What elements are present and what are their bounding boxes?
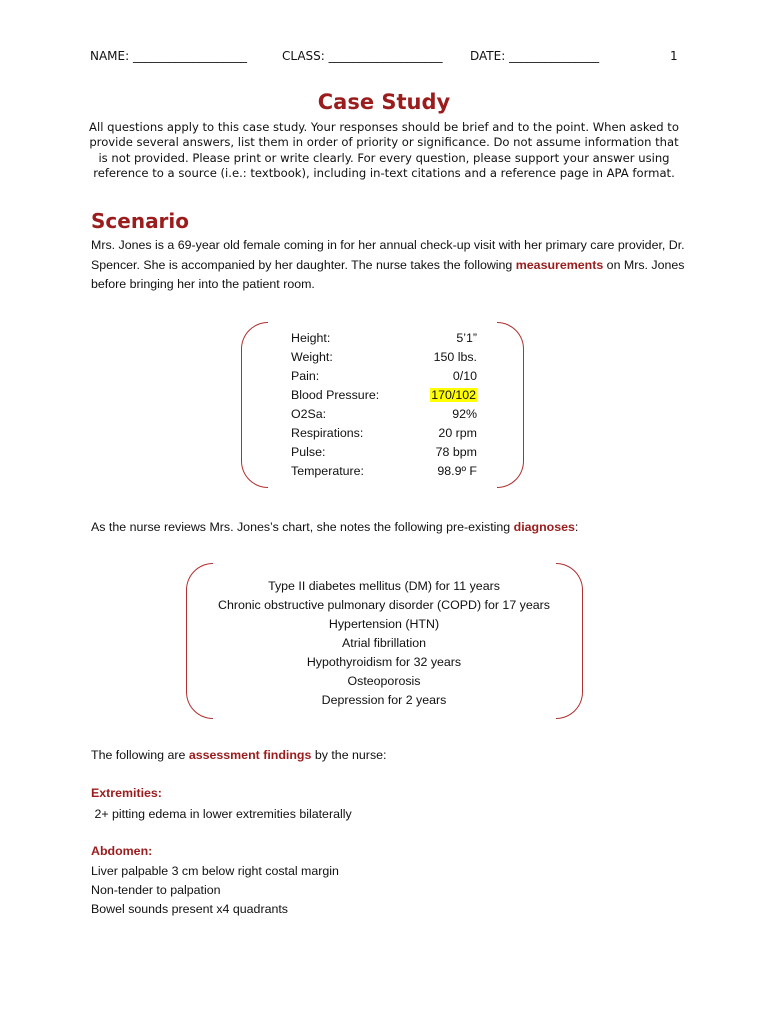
diagnosis-item: Hypothyroidism for 32 years bbox=[306, 655, 462, 669]
intro-paragraph: All questions apply to this case study. Your responses should be brief and to the point. When asked to provide several answers, list them in order of priority or significance. Do not assume information that is not provided. Please print or write clearly. For every question, please support your answer using reference to a source (i.e.: textbook), including in-text citations and a reference page in APA format. bbox=[89, 120, 679, 180]
measurement-value: 0/10 bbox=[452, 369, 477, 383]
abdomen-label: Abdomen: bbox=[91, 844, 153, 858]
measurement-value: 170/102 bbox=[431, 388, 476, 402]
measurement-label: Weight: bbox=[291, 350, 333, 364]
measurements-keyword: measurements bbox=[515, 257, 604, 272]
measurement-row bbox=[291, 407, 477, 425]
abdomen-finding: Bowel sounds present x4 quadrants bbox=[91, 902, 288, 916]
measurement-row bbox=[291, 331, 477, 349]
measurements-bracket-right bbox=[497, 322, 524, 488]
measurement-label: Pulse: bbox=[291, 445, 326, 459]
measurement-value: 20 rpm bbox=[438, 426, 477, 440]
measurement-label: Temperature: bbox=[291, 464, 364, 478]
scenario-text-before: Mrs. Jones is a 69-year old female coming in for her annual check-up visit with her primary care provider, Dr. Spencer. She is accompanied by her daughter. The nurse takes the following bbox=[91, 238, 685, 272]
extremities-findings bbox=[91, 805, 352, 824]
name-field: NAME: ___________________ bbox=[90, 49, 247, 63]
diagnosis-item: Depression for 2 years bbox=[321, 693, 447, 707]
diagnosis-item: Hypertension (HTN) bbox=[328, 617, 440, 631]
measurement-row bbox=[291, 445, 477, 463]
page-number: 1 bbox=[670, 49, 678, 63]
diagnosis-item: Atrial fibrillation bbox=[341, 636, 426, 650]
diagnosis-item: Osteoporosis bbox=[347, 674, 421, 688]
class-field: CLASS: ___________________ bbox=[282, 49, 443, 63]
date-field: DATE: _______________ bbox=[470, 49, 600, 63]
diagnoses-intro-after: : bbox=[574, 520, 579, 534]
measurement-row bbox=[291, 350, 477, 368]
extremities-label: Extremities: bbox=[91, 786, 162, 800]
measurement-value: 5’1” bbox=[456, 331, 477, 345]
measurement-row bbox=[291, 426, 477, 444]
diagnosis-item: Type II diabetes mellitus (DM) for 11 years bbox=[268, 579, 500, 593]
measurement-row bbox=[291, 388, 477, 406]
abdomen-finding: Non-tender to palpation bbox=[91, 883, 221, 897]
assessment-keyword: assessment findings bbox=[188, 748, 312, 762]
diagnoses-keyword: diagnoses bbox=[513, 520, 575, 534]
measurement-value: 78 bpm bbox=[435, 445, 477, 459]
diagnoses-list bbox=[186, 577, 582, 710]
measurement-label: O2Sa: bbox=[291, 407, 327, 421]
measurement-value: 92% bbox=[452, 407, 477, 421]
assessment-intro-after: by the nurse: bbox=[311, 748, 387, 762]
measurement-label: Blood Pressure: bbox=[291, 388, 380, 402]
measurement-label: Height: bbox=[291, 331, 331, 345]
header-line bbox=[90, 49, 690, 65]
scenario-text-after: on Mrs. Jones before bringing her into the patient room. bbox=[91, 257, 685, 291]
measurements-bracket-left bbox=[241, 322, 268, 488]
measurement-row bbox=[291, 464, 477, 482]
scenario-heading: Scenario bbox=[91, 209, 190, 233]
scenario-paragraph bbox=[91, 236, 691, 295]
assessment-intro-before: The following are bbox=[91, 748, 189, 762]
diagnosis-item: Chronic obstructive pulmonary disorder (COPD) for 17 years bbox=[218, 598, 550, 612]
abdomen-finding: Liver palpable 3 cm below right costal margin bbox=[91, 864, 339, 878]
abdomen-findings bbox=[91, 862, 339, 919]
extremities-finding: 2+ pitting edema in lower extremities bilaterally bbox=[91, 807, 352, 821]
measurement-label: Respirations: bbox=[291, 426, 364, 440]
assessment-intro bbox=[91, 748, 386, 762]
measurement-value: 150 lbs. bbox=[433, 350, 477, 364]
measurement-label: Pain: bbox=[291, 369, 320, 383]
diagnoses-intro-before: As the nurse reviews Mrs. Jones’s chart, she notes the following pre-existing bbox=[91, 520, 514, 534]
diagnoses-intro bbox=[91, 520, 691, 534]
measurement-value: 98.9º F bbox=[437, 464, 477, 478]
measurement-row bbox=[291, 369, 477, 387]
page-title: Case Study bbox=[317, 90, 451, 114]
